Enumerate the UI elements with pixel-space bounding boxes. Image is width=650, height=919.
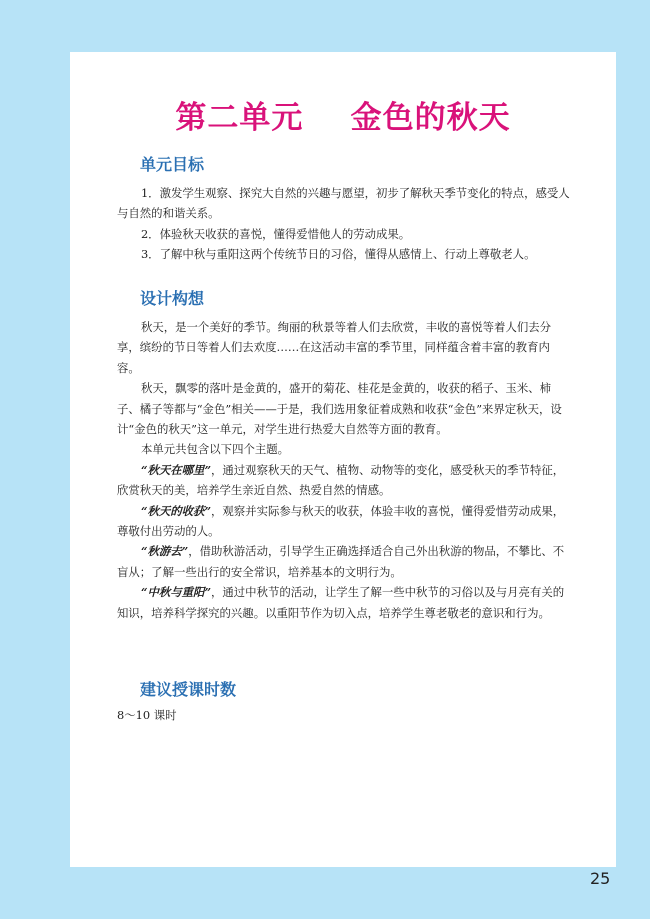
design-paragraph: 秋天，是一个美好的季节。绚丽的秋景等着人们去欣赏，丰收的喜悦等着人们去分享，缤纷的节日等着人们去欢度……在这活动丰富的季节里，同样蕴含着丰富的教育内容。 bbox=[117, 320, 552, 375]
page-number: 25 bbox=[590, 869, 611, 888]
theme-name: “秋天的收获” bbox=[140, 503, 211, 518]
theme-text: ，通过观察秋天的天气、植物、动物等的变化，感受秋天的季节特征，欣赏秋天的美，培养学生亲近自然、热爱自然的情感。 bbox=[117, 462, 565, 498]
goal-item: 2．体验秋天收获的喜悦，懂得爱惜他人的劳动成果。 bbox=[140, 226, 411, 241]
goals-list bbox=[117, 183, 572, 265]
theme-paragraph bbox=[117, 501, 572, 542]
theme-name: “秋游去” bbox=[140, 544, 189, 559]
theme-paragraph bbox=[117, 541, 572, 582]
design-paragraph: 秋天，飘零的落叶是金黄的，盛开的菊花、桂花是金黄的，收获的稻子、玉米、柿子、橘子等都与“金色”相关——于是，我们选用象征着成熟和收获“金色”来界定秋天，设计“金色的秋天”这一单元，对学生进行热爱大自然等方面的教育。 bbox=[117, 381, 562, 437]
theme-text: ，借助秋游活动，引导学生正确选择适合自己外出秋游的物品，不攀比、不盲从；了解一些出行的安全常识，培养基本的文明行为。 bbox=[117, 544, 565, 579]
hours-block bbox=[117, 705, 572, 725]
goal-item: 3．了解中秋与重阳这两个传统节日的习俗，懂得从感情上、行动上尊敬老人。 bbox=[140, 247, 536, 262]
goals-heading: 单元目标 bbox=[140, 155, 205, 174]
design-heading: 设计构想 bbox=[140, 289, 205, 308]
page-title: 第二单元 金色的秋天 bbox=[175, 100, 511, 136]
hours-value: 8～10 课时 bbox=[117, 708, 177, 722]
theme-text: ，观察并实际参与秋天的收获，体验丰收的喜悦，懂得爱惜劳动成果，尊敬付出劳动的人。 bbox=[117, 503, 565, 539]
theme-paragraph bbox=[117, 460, 572, 501]
theme-name: “秋天在哪里” bbox=[140, 462, 211, 477]
design-paragraph: 本单元共包含以下四个主题。 bbox=[140, 442, 290, 457]
theme-paragraph bbox=[117, 582, 572, 623]
hours-heading: 建议授课时数 bbox=[140, 680, 237, 699]
theme-text: ，通过中秋节的活动，让学生了解一些中秋节的习俗以及与月亮有关的知识，培养科学探究的兴趣。以重阳节作为切入点，培养学生尊老敬老的意识和行为。 bbox=[117, 585, 565, 620]
theme-name: “中秋与重阳” bbox=[140, 585, 211, 600]
page bbox=[70, 52, 616, 867]
design-body bbox=[117, 317, 572, 623]
goal-item: 1．激发学生观察、探究大自然的兴趣与愿望，初步了解秋天季节变化的特点，感受人与自然的和谐关系。 bbox=[117, 186, 570, 221]
